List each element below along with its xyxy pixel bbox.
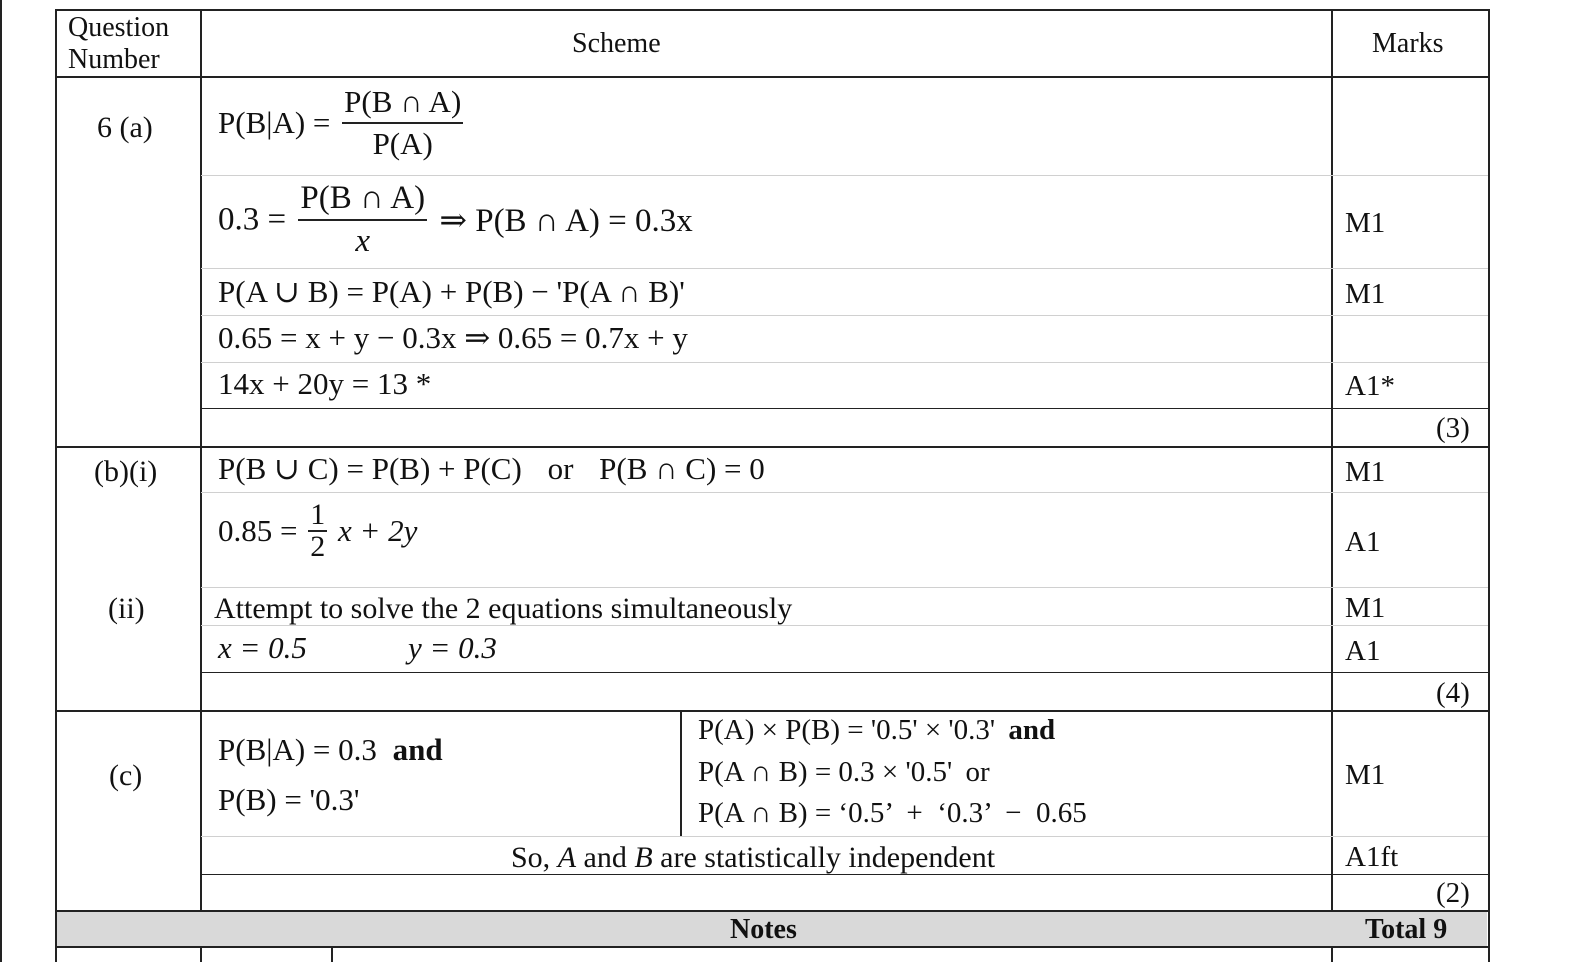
part-c-left1-and: and	[392, 732, 443, 767]
part-a-mark-m1-first: M1	[1345, 207, 1386, 239]
header-marks: Marks	[1372, 28, 1444, 59]
part-b-line2-rhs: x + 2y	[337, 513, 418, 548]
part-b-line1-text2: P(B ∩ C) = 0	[599, 451, 765, 486]
part-b-line1	[218, 451, 765, 487]
part-c-conclusion-post: are statistically independent	[660, 841, 996, 874]
part-b-line4-y: y = 0.3	[408, 630, 497, 665]
part-c-mark-a1ft: A1ft	[1345, 841, 1399, 873]
part-a-line1-den: P(A)	[372, 126, 433, 161]
part-a-line1	[218, 84, 467, 162]
part-c-right2	[698, 756, 990, 789]
part-c-label: (c)	[109, 759, 143, 792]
part-a-line2	[218, 180, 693, 260]
part-b-total: (4)	[1436, 677, 1470, 709]
part-b-line2-lhs: 0.85 =	[218, 513, 298, 548]
part-a-line1-lhs: P(B|A) =	[218, 105, 331, 140]
part-b-label-ii: (ii)	[108, 592, 145, 625]
part-a-line4: 0.65 = x + y − 0.3x ⇒ 0.65 = 0.7x + y	[218, 320, 688, 355]
part-c-conclusion-mid: and	[583, 841, 627, 874]
part-c-conclusion	[511, 841, 995, 875]
part-b-mark-a1-first: A1	[1345, 526, 1381, 558]
part-a-line5: 14x + 20y = 13 *	[218, 366, 432, 401]
part-c-conclusion-b: B	[634, 841, 653, 874]
part-c-right1-text: P(A) × P(B) = '0.5' × '0.3'	[698, 714, 996, 746]
part-c-left2: P(B) = '0.3'	[218, 782, 360, 817]
footer-notes: Notes	[730, 914, 797, 945]
part-a-line2-rhs: ⇒ P(B ∩ A) = 0.3x	[439, 203, 693, 239]
header-scheme: Scheme	[572, 28, 661, 59]
part-c-right1-and: and	[1008, 714, 1056, 746]
part-a-line3: P(A ∪ B) = P(A) + P(B) − 'P(A ∩ B)'	[218, 274, 685, 309]
part-a-line2-lhs: 0.3 =	[218, 201, 287, 238]
part-b-line4-x: x = 0.5	[218, 630, 307, 665]
part-b-line1-or: or	[547, 451, 574, 486]
footer-total: Total 9	[1365, 914, 1448, 945]
part-b-line1-text: P(B ∪ C) = P(B) + P(C)	[218, 451, 522, 486]
part-b-label-i: (b)(i)	[94, 455, 158, 488]
part-c-conclusion-a: A	[557, 841, 577, 874]
part-b-line3: Attempt to solve the 2 equations simultaneously	[214, 592, 793, 625]
part-c-conclusion-pre: So,	[511, 841, 551, 874]
part-b-mark-m1-first: M1	[1345, 456, 1386, 488]
part-b-line2	[218, 500, 417, 562]
part-b-mark-m1-second: M1	[1345, 592, 1386, 624]
part-b-line2-num: 1	[310, 498, 326, 531]
part-a-label: 6 (a)	[97, 111, 153, 144]
part-a-line2-den: x	[355, 223, 371, 259]
part-a-total: (3)	[1436, 412, 1470, 444]
part-c-left1-text: P(B|A) = 0.3	[218, 732, 377, 767]
part-a-line2-num: P(B ∩ A)	[298, 180, 427, 221]
header-question-number: Question Number	[68, 12, 170, 75]
part-c-total: (2)	[1436, 877, 1470, 909]
part-c-mark-m1: M1	[1345, 759, 1386, 791]
part-b-mark-a1-second: A1	[1345, 635, 1381, 667]
part-c-right3: P(A ∩ B) = ‘0.5’ + ‘0.3’ − 0.65	[698, 797, 1087, 829]
part-c-right1	[698, 714, 1055, 747]
part-b-line2-den: 2	[310, 530, 326, 563]
part-a-mark-m1-second: M1	[1345, 278, 1386, 310]
part-c-left1	[218, 732, 443, 768]
part-c-right2-or: or	[965, 756, 990, 788]
part-a-mark-a1star: A1*	[1345, 370, 1395, 402]
part-a-line1-num: P(B ∩ A)	[342, 84, 463, 124]
part-c-right2-text: P(A ∩ B) = 0.3 × '0.5'	[698, 756, 953, 788]
